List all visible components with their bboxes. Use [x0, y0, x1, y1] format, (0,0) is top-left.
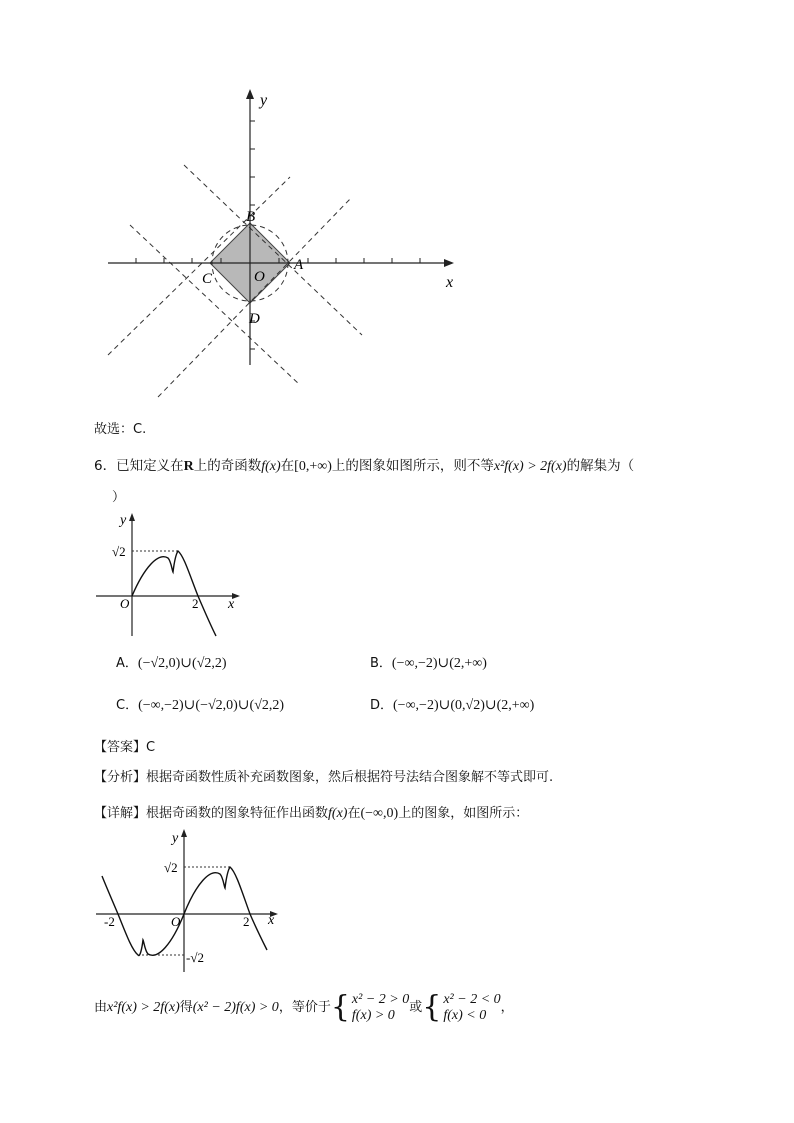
option-B[interactable]	[370, 652, 487, 672]
point-O-label: O	[254, 269, 265, 285]
option-D-label: D．	[370, 698, 394, 713]
x-label: x	[228, 597, 235, 612]
final-line	[94, 988, 514, 1028]
option-D-value: (−∞,−2)∪(0,√2)∪(2,+∞)	[393, 698, 535, 713]
neg-sqrt2-label: -√2	[186, 950, 204, 965]
answer-tag: 【答案】	[94, 740, 147, 755]
option-D[interactable]	[370, 694, 534, 714]
final-or: 或	[409, 1000, 423, 1015]
point-C-label: C	[202, 271, 213, 287]
question-interval: [0,+∞)	[294, 459, 332, 474]
function-curve-right	[184, 867, 267, 950]
question-text-e: 的解集为（	[566, 458, 635, 474]
system-1-brace: {	[330, 989, 350, 1025]
x-axis-label: x	[446, 274, 454, 291]
detail-text-a: 根据奇函数的图象特征作出函数	[146, 806, 329, 821]
analysis-tag: 【分析】	[94, 770, 147, 785]
y-label: y	[120, 513, 127, 528]
y-axis-arrow	[181, 829, 187, 837]
question-text-c: 在	[280, 458, 295, 474]
answer-value: C	[146, 740, 156, 755]
option-B-label: B．	[370, 656, 392, 671]
point-D-label: D	[249, 311, 260, 327]
question-fx: f(x)	[261, 459, 281, 474]
detail-text-b: 在	[347, 806, 361, 821]
x-axis-arrow	[444, 259, 454, 267]
function-curve	[132, 551, 216, 636]
detail-tag: 【详解】	[94, 806, 147, 821]
neg-two-label: -2	[104, 914, 115, 929]
question-number: 6．	[94, 458, 117, 474]
option-C-value: (−∞,−2)∪(−√2,0)∪(√2,2)	[138, 698, 285, 713]
point-B-label: B	[246, 209, 256, 225]
sqrt2-label: √2	[164, 860, 178, 875]
question-text-d: 上的图象如图所示，则不等	[331, 458, 494, 474]
detail-interval: (−∞,0)	[360, 806, 399, 821]
system-2-brace: {	[422, 989, 442, 1025]
real-set-symbol: R	[183, 459, 194, 474]
origin-label: O	[171, 914, 181, 929]
option-C-label: C．	[116, 698, 139, 713]
answer-line	[94, 736, 155, 755]
figure-f-positive	[92, 508, 252, 640]
option-A-value: (−√2,0)∪(√2,2)	[137, 656, 227, 671]
system-2-bottom: f(x) < 0	[443, 1007, 487, 1023]
system-1-bottom: f(x) > 0	[351, 1007, 395, 1023]
question-text-b: 上的奇函数	[193, 458, 262, 474]
detail-text-c: 上的图象，如图所示：	[398, 806, 529, 821]
y-label: y	[172, 831, 179, 846]
final-ineq2: (x² − 2)f(x) > 0	[192, 1000, 279, 1015]
system-1-top: x² − 2 > 0	[351, 991, 410, 1007]
final-ineq1: x²f(x) > 2f(x)	[107, 1000, 180, 1015]
final-a: 由	[94, 1000, 108, 1015]
option-A[interactable]	[116, 652, 227, 672]
two-label: 2	[192, 596, 199, 611]
final-end: ，	[500, 1000, 514, 1015]
option-B-value: (−∞,−2)∪(2,+∞)	[391, 656, 487, 671]
question-inequality: x²f(x) > 2f(x)	[493, 459, 567, 474]
detail-fx: f(x)	[328, 806, 348, 821]
figure-square-circle	[100, 85, 470, 405]
analysis-line	[94, 766, 553, 785]
question-text-a: 已知定义在	[116, 458, 184, 474]
option-A-label: A．	[116, 656, 138, 671]
system-2	[441, 992, 500, 1024]
detail-line	[94, 802, 528, 822]
system-2-top: x² − 2 < 0	[443, 991, 501, 1007]
y-axis-arrow	[246, 89, 254, 99]
origin-label: O	[120, 596, 130, 611]
y-axis-arrow	[129, 513, 135, 521]
sqrt2-label: √2	[112, 544, 126, 559]
final-c: ，等价于	[278, 1000, 331, 1015]
analysis-text: 根据奇函数性质补充函数图象，然后根据符号法结合图象解不等式即可.	[146, 770, 554, 785]
previous-answer: 故选：C.	[94, 422, 147, 437]
final-b: 得	[179, 1000, 193, 1015]
figure-f-odd-full	[94, 826, 294, 976]
question-close-paren: ）	[112, 490, 126, 505]
y-axis-label: y	[260, 92, 268, 109]
x-label: x	[268, 913, 275, 928]
point-A-label: A	[294, 257, 304, 273]
question-6	[94, 454, 634, 475]
two-label: 2	[243, 914, 250, 929]
option-C[interactable]	[116, 694, 284, 714]
system-1	[350, 992, 409, 1024]
